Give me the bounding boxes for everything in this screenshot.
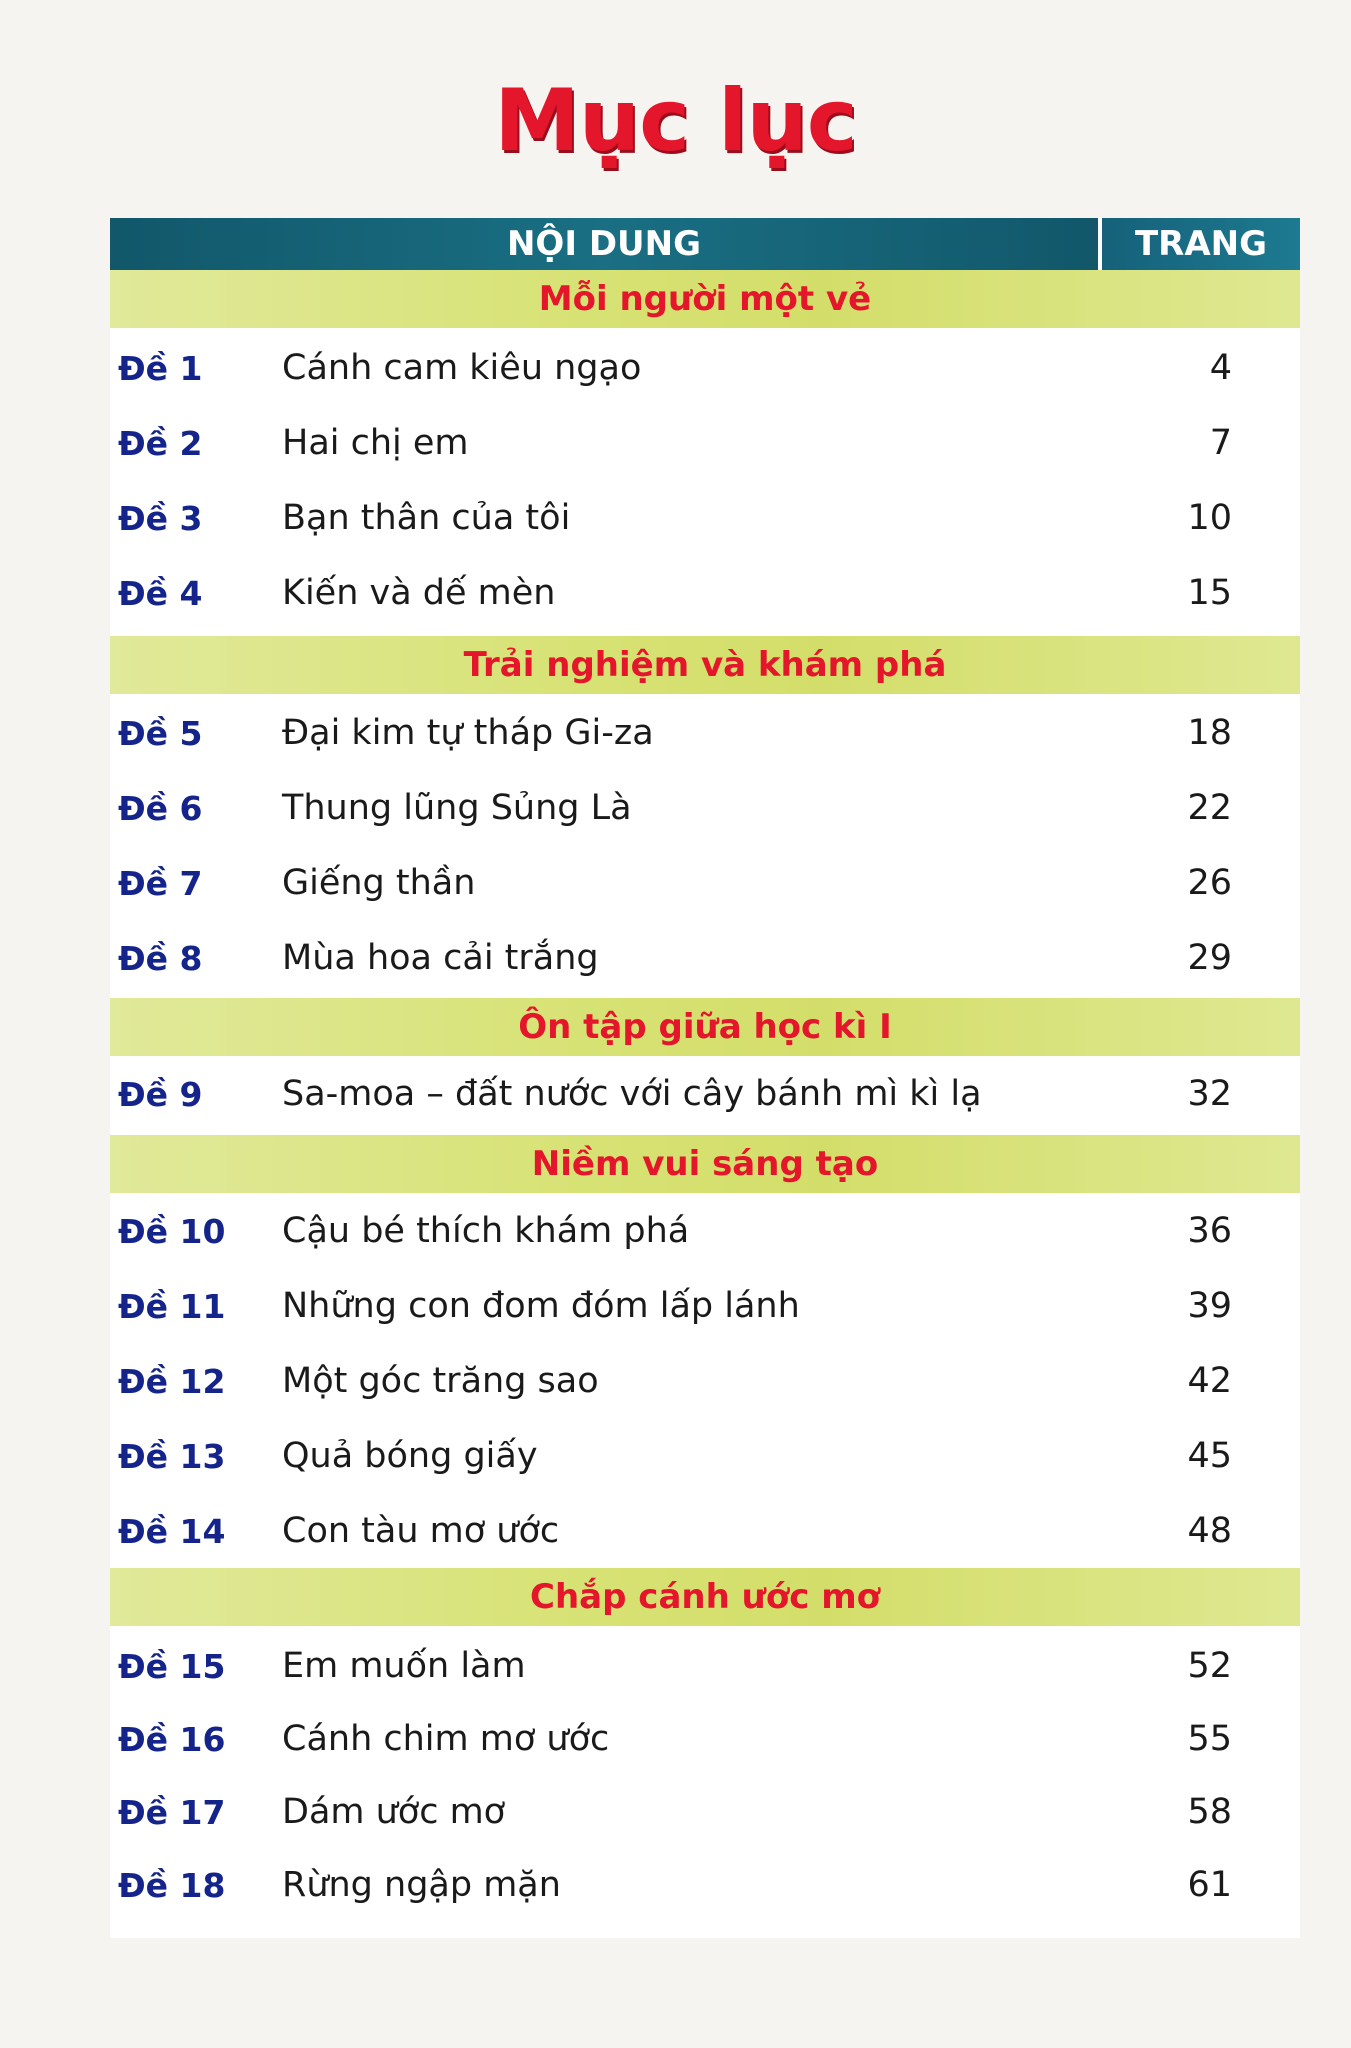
entry-title: Quả bóng giấy (282, 1436, 538, 1476)
entry-number: Đề 1 (118, 348, 203, 388)
toc-entry[interactable] (110, 1276, 1300, 1336)
toc-entry[interactable] (110, 1501, 1300, 1561)
entry-page: 18 (1187, 713, 1232, 753)
entry-title: Đại kim tự tháp Gi-za (282, 713, 654, 753)
entry-page: 32 (1187, 1074, 1232, 1114)
entry-page: 36 (1187, 1211, 1232, 1251)
entry-title: Cánh chim mơ ước (282, 1719, 610, 1759)
entry-page: 22 (1187, 788, 1232, 828)
entry-number: Đề 13 (118, 1436, 226, 1476)
toc-entry[interactable] (110, 1064, 1300, 1124)
entry-page: 10 (1187, 498, 1232, 538)
entry-number: Đề 8 (118, 938, 203, 978)
entry-title: Hai chị em (282, 423, 469, 463)
entry-title: Thung lũng Sủng Là (282, 788, 632, 828)
toc-entry[interactable] (110, 778, 1300, 838)
entry-number: Đề 9 (118, 1074, 203, 1114)
entry-page: 26 (1187, 863, 1232, 903)
entry-number: Đề 18 (118, 1865, 226, 1905)
entry-page: 58 (1187, 1792, 1232, 1832)
entry-number: Đề 2 (118, 423, 203, 463)
entry-number: Đề 11 (118, 1286, 226, 1326)
section-title: Ôn tập giữa học kì I (110, 998, 1300, 1056)
entry-title: Con tàu mơ ước (282, 1511, 560, 1551)
entry-number: Đề 10 (118, 1211, 226, 1251)
entry-title: Cậu bé thích khám phá (282, 1211, 690, 1251)
entry-number: Đề 3 (118, 498, 203, 538)
entry-page: 39 (1187, 1286, 1232, 1326)
entry-page: 7 (1209, 423, 1232, 463)
entry-number: Đề 5 (118, 713, 203, 753)
table-of-contents (110, 218, 1300, 1938)
entry-page: 42 (1187, 1361, 1232, 1401)
toc-entry[interactable] (110, 928, 1300, 988)
entry-page: 29 (1187, 938, 1232, 978)
toc-entry[interactable] (110, 1351, 1300, 1411)
entry-title: Em muốn làm (282, 1646, 526, 1686)
entry-title: Bạn thân của tôi (282, 498, 571, 538)
section-title: Chắp cánh ước mơ (110, 1568, 1300, 1626)
entry-title: Giếng thần (282, 863, 476, 903)
entry-title: Dám ước mơ (282, 1792, 506, 1832)
entry-number: Đề 14 (118, 1511, 226, 1551)
entry-title: Cánh cam kiêu ngạo (282, 348, 642, 388)
toc-entry[interactable] (110, 1201, 1300, 1261)
section-title: Mỗi người một vẻ (110, 270, 1300, 328)
header-content: NỘI DUNG (110, 218, 1102, 270)
toc-entry[interactable] (110, 1426, 1300, 1486)
entry-page: 61 (1187, 1865, 1232, 1905)
toc-entry[interactable] (110, 1782, 1300, 1842)
entry-title: Một góc trăng sao (282, 1361, 599, 1401)
entry-page: 48 (1187, 1511, 1232, 1551)
entry-number: Đề 17 (118, 1792, 226, 1832)
entry-title: Sa-moa – đất nước với cây bánh mì kì lạ (282, 1074, 982, 1114)
page-title: Mục lục (494, 71, 857, 171)
section-title: Niềm vui sáng tạo (110, 1135, 1300, 1193)
entry-title: Mùa hoa cải trắng (282, 938, 599, 978)
toc-entry[interactable] (110, 338, 1300, 398)
toc-entry[interactable] (110, 1636, 1300, 1696)
toc-entry[interactable] (110, 703, 1300, 763)
entry-number: Đề 12 (118, 1361, 226, 1401)
toc-entry[interactable] (110, 1855, 1300, 1915)
entry-number: Đề 7 (118, 863, 203, 903)
entry-page: 52 (1187, 1646, 1232, 1686)
entry-page: 15 (1187, 573, 1232, 613)
toc-entry[interactable] (110, 853, 1300, 913)
entry-title: Rừng ngập mặn (282, 1865, 561, 1905)
toc-header (110, 218, 1300, 270)
entry-number: Đề 6 (118, 788, 203, 828)
section-title: Trải nghiệm và khám phá (110, 636, 1300, 694)
entry-title: Kiến và dế mèn (282, 573, 556, 613)
entry-title: Những con đom đóm lấp lánh (282, 1286, 800, 1326)
toc-entry[interactable] (110, 563, 1300, 623)
header-page: TRANG (1102, 218, 1300, 270)
toc-entry[interactable] (110, 488, 1300, 548)
toc-entry[interactable] (110, 1709, 1300, 1769)
toc-entry[interactable] (110, 413, 1300, 473)
entry-number: Đề 4 (118, 573, 203, 613)
entry-number: Đề 15 (118, 1646, 226, 1686)
entry-page: 55 (1187, 1719, 1232, 1759)
entry-page: 4 (1209, 348, 1232, 388)
entry-page: 45 (1187, 1436, 1232, 1476)
entry-number: Đề 16 (118, 1719, 226, 1759)
